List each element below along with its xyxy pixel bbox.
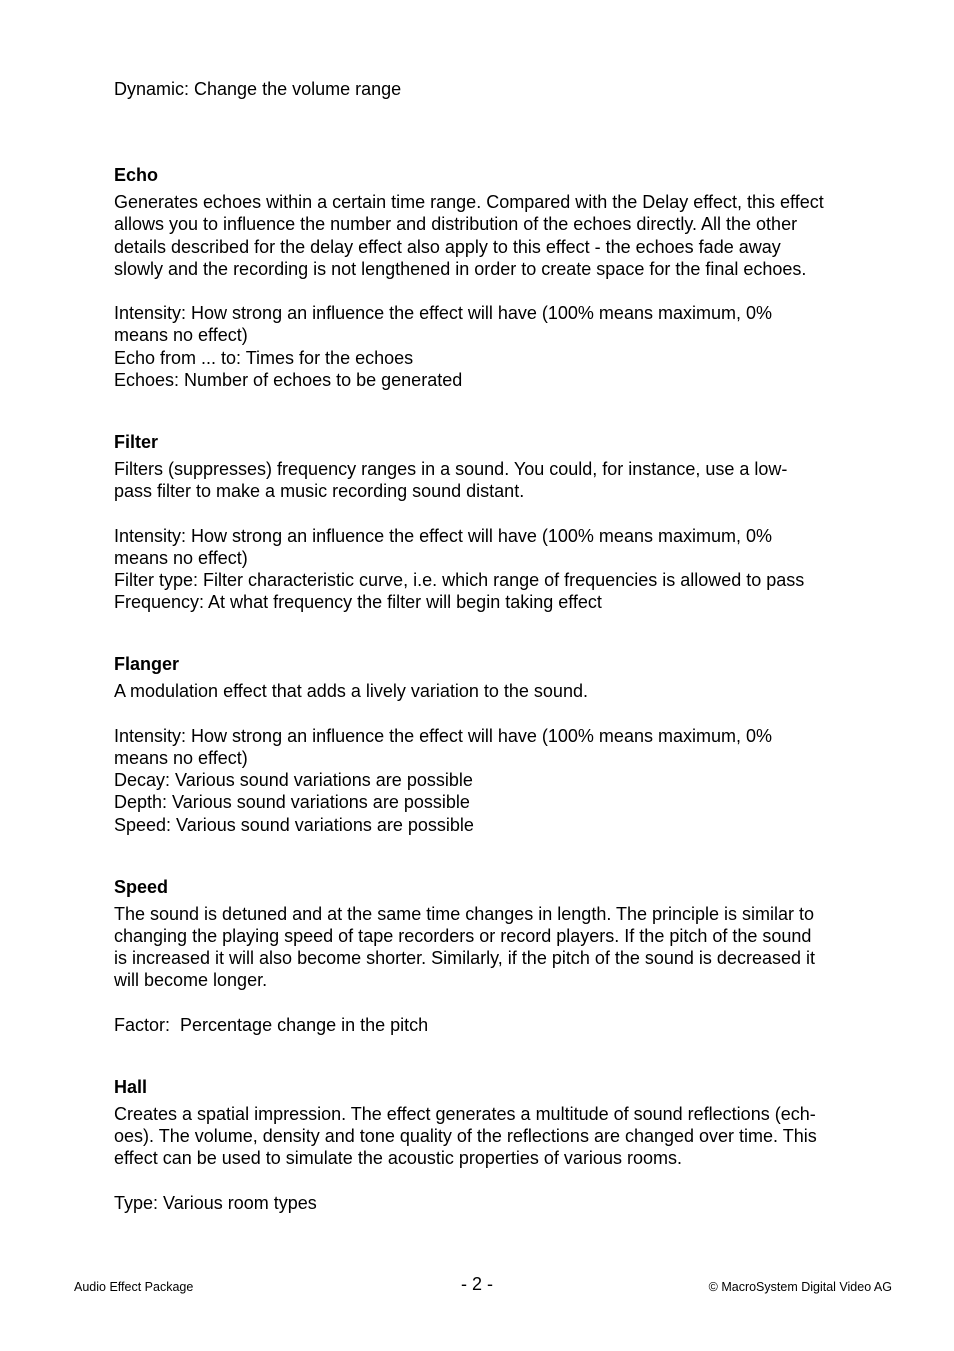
param-line: Intensity: How strong an influence the effect will have (100% means maximum, 0% bbox=[114, 525, 772, 546]
param-line: means no effect) bbox=[114, 547, 248, 568]
section-filter bbox=[114, 431, 884, 613]
text-line: slowly and the recording is not lengthened in order to create space for the final echoes. bbox=[114, 258, 807, 279]
text-line: effect can be used to simulate the acoustic properties of various rooms. bbox=[114, 1148, 682, 1169]
text-line: Filters (suppresses) frequency ranges in a sound. You could, for instance, use a low- bbox=[114, 459, 788, 480]
section-description bbox=[114, 680, 884, 702]
section-echo bbox=[114, 164, 884, 391]
section-parameters bbox=[114, 725, 884, 836]
section-hall bbox=[114, 1076, 884, 1214]
section-parameters bbox=[114, 1014, 884, 1036]
param-line: means no effect) bbox=[114, 748, 248, 769]
section-description bbox=[114, 1103, 884, 1170]
section-description bbox=[114, 903, 884, 992]
document-body bbox=[114, 78, 884, 1254]
section-description bbox=[114, 458, 884, 502]
text-line: pass filter to make a music recording sound distant. bbox=[114, 481, 525, 502]
text-line: is increased it will also become shorter. Similarly, if the pitch of the sound is decreased it bbox=[114, 948, 815, 969]
section-title: Filter bbox=[114, 432, 159, 453]
footer-product-name: Audio Effect Package bbox=[74, 1280, 194, 1294]
text-line: details described for the delay effect also apply to this effect - the echoes fade away bbox=[114, 236, 781, 257]
section-parameters bbox=[114, 302, 884, 391]
text-line: allows you to influence the number and distribution of the echoes directly. All the other bbox=[114, 214, 798, 235]
text-line: oes). The volume, density and tone quality of the reflections are changed over time. This bbox=[114, 1126, 817, 1147]
param-line: Frequency: At what frequency the filter will begin taking effect bbox=[114, 592, 602, 613]
text-line: The sound is detuned and at the same time changes in length. The principle is similar to bbox=[114, 903, 815, 924]
text-line: Generates echoes within a certain time range. Compared with the Delay effect, this effect bbox=[114, 192, 824, 213]
param-line: Depth: Various sound variations are possible bbox=[114, 792, 470, 813]
section-title: Speed bbox=[114, 876, 169, 897]
section-title: Hall bbox=[114, 1077, 148, 1098]
param-line: means no effect) bbox=[114, 325, 248, 346]
page-number: - 2 - bbox=[460, 1274, 493, 1294]
section-parameters bbox=[114, 525, 884, 614]
section-description bbox=[114, 191, 884, 280]
param-line: Filter type: Filter characteristic curve, i.e. which range of frequencies is allowed to pass bbox=[114, 570, 805, 591]
text-line: Creates a spatial impression. The effect generates a multitude of sound reflections (ech- bbox=[114, 1104, 816, 1125]
intro-line: Dynamic: Change the volume range bbox=[114, 79, 402, 99]
text-line: will become longer. bbox=[114, 970, 268, 991]
param-line: Echoes: Number of echoes to be generated bbox=[114, 369, 463, 390]
page-footer bbox=[0, 1274, 954, 1298]
param-line: Factor: Percentage change in the pitch bbox=[114, 1014, 429, 1035]
section-title: Flanger bbox=[114, 654, 180, 675]
footer-copyright: © MacroSystem Digital Video AG bbox=[708, 1280, 892, 1294]
text-line: A modulation effect that adds a lively variation to the sound. bbox=[114, 681, 588, 702]
section-parameters bbox=[114, 1192, 884, 1214]
param-line: Echo from ... to: Times for the echoes bbox=[114, 347, 414, 368]
param-line: Speed: Various sound variations are possible bbox=[114, 814, 474, 835]
param-line: Decay: Various sound variations are possible bbox=[114, 770, 473, 791]
section-title: Echo bbox=[114, 165, 159, 186]
section-speed bbox=[114, 876, 884, 1036]
param-line: Intensity: How strong an influence the effect will have (100% means maximum, 0% bbox=[114, 303, 772, 324]
param-line: Type: Various room types bbox=[114, 1192, 317, 1213]
section-flanger bbox=[114, 653, 884, 835]
param-line: Intensity: How strong an influence the effect will have (100% means maximum, 0% bbox=[114, 725, 772, 746]
text-line: changing the playing speed of tape recorders or record players. If the pitch of the sound bbox=[114, 926, 812, 947]
